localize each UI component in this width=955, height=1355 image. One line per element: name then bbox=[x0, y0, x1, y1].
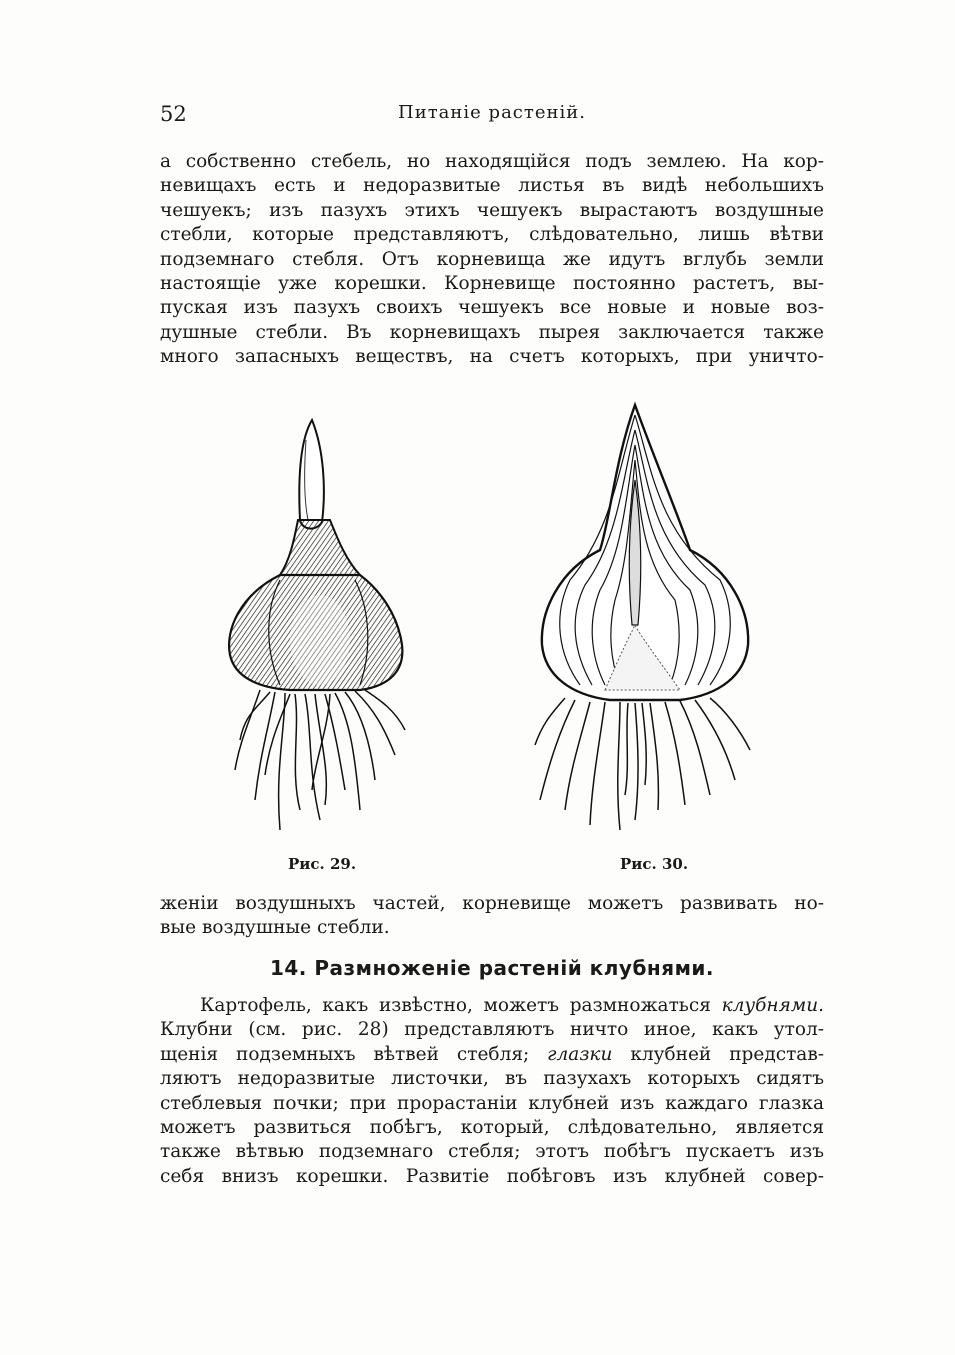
bulb-section-illustration-fig30 bbox=[530, 400, 760, 840]
text-line: Клубни (см. рис. 28) представляютъ ничто иное, какъ утол- bbox=[160, 1019, 824, 1041]
bulb-illustration-fig29 bbox=[220, 410, 420, 840]
text-line: можетъ развиться побѣгъ, который, слѣдовательно, является bbox=[160, 1117, 824, 1139]
text-line: много запасныхъ веществъ, на счетъ которыхъ, при уничто- bbox=[160, 346, 824, 368]
text-line bbox=[160, 994, 824, 1018]
text-line: а собственно стебель, но находящійся подъ землею. На кор- bbox=[160, 151, 824, 172]
running-title: Питаніе растеній. bbox=[398, 102, 586, 123]
text-line: пуская изъ пазухъ своихъ чешуекъ все новые и новые воз- bbox=[160, 297, 824, 319]
text-segment: клубней представ- bbox=[612, 1043, 824, 1065]
paragraph-2 bbox=[160, 892, 824, 941]
text-line: невищахъ есть и недоразвитые листья въ видѣ небольшихъ bbox=[160, 175, 824, 197]
text-line: вые воздушные стебли. bbox=[160, 917, 390, 939]
text-line: стеблевыя почки; при прорастаніи клубней изъ каждаго глазка bbox=[160, 1092, 824, 1114]
text-line: женіи воздушныхъ частей, корневище можетъ развивать но- bbox=[160, 893, 824, 914]
paragraph-1 bbox=[160, 150, 824, 370]
text-line: себя внизъ корешки. Развитіе побѣговъ изъ клубней совер- bbox=[160, 1165, 824, 1187]
section-heading: 14. Размноженіе растеній клубнями. bbox=[269, 956, 715, 980]
text-segment: щенія подземныхъ вѣтвей стебля; bbox=[160, 1043, 548, 1065]
text-line bbox=[160, 1043, 824, 1067]
text-line: чешуекъ; изъ пазухъ этихъ чешуекъ вырастаютъ воздушные bbox=[160, 199, 824, 221]
text-line: стебли, которые представляютъ, слѣдовательно, лишь вѣтви bbox=[160, 224, 824, 246]
text-line: настоящіе уже корешки. Корневище постоянно растетъ, вы- bbox=[160, 273, 824, 295]
figure-29-caption: Рис. 29. bbox=[288, 855, 357, 873]
text-segment: Картофель, какъ извѣстно, можетъ размножаться bbox=[200, 995, 722, 1016]
text-line: душные стебли. Въ корневищахъ пырея заключается также bbox=[160, 321, 824, 343]
figure-30-caption: Рис. 30. bbox=[620, 855, 689, 873]
italic-term: глазки bbox=[547, 1043, 613, 1065]
text-line: подземнаго стебля. Отъ корневища же идутъ вглубь земли bbox=[160, 248, 824, 270]
page-header bbox=[160, 102, 824, 130]
page-number: 52 bbox=[160, 102, 187, 126]
text-line: также вѣтвью подземнаго стебля; этотъ побѣгъ пускаетъ изъ bbox=[160, 1141, 824, 1163]
paragraph-3 bbox=[160, 994, 824, 1189]
text-line: ляютъ недоразвитые листочки, въ пазухахъ которыхъ сидятъ bbox=[160, 1068, 824, 1090]
italic-term: клубнями. bbox=[721, 995, 824, 1016]
